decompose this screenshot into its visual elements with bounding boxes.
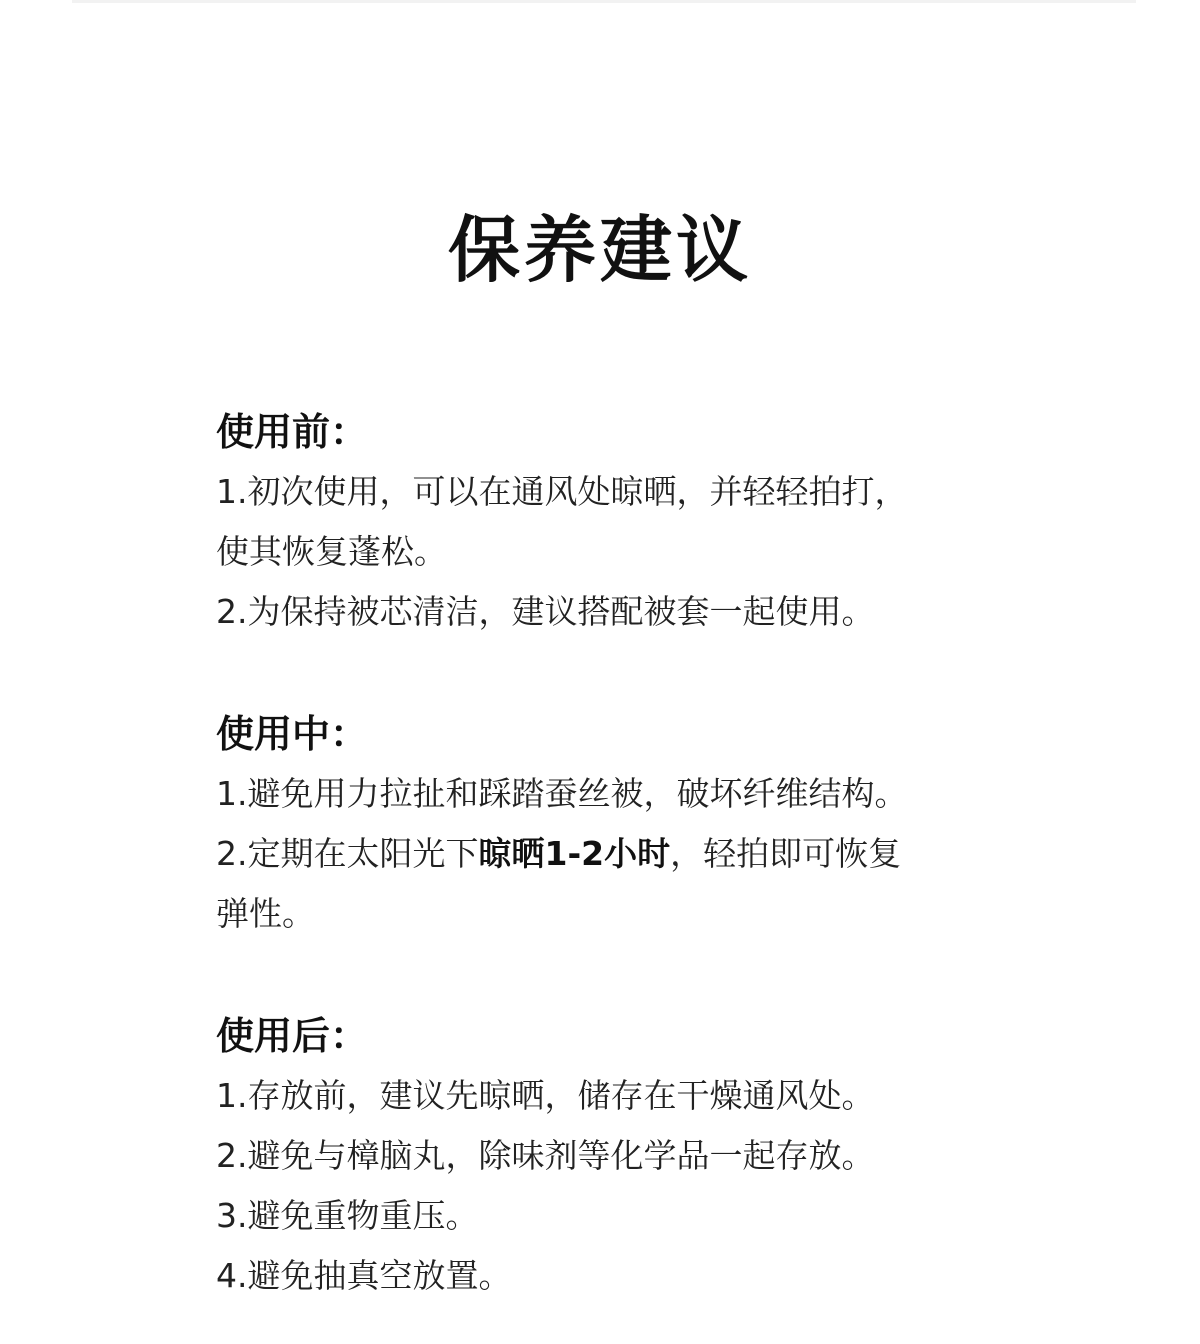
item-text-line: 使其恢复蓬松。: [216, 532, 447, 571]
top-divider: [72, 0, 1136, 3]
section-after-use: [216, 1006, 1016, 1306]
item-text-line: 弹性。: [216, 894, 315, 933]
section-heading: 使用后：: [216, 1014, 369, 1058]
item-text-line: 1.存放前，建议先晾晒，储存在干燥通风处。: [216, 1076, 875, 1115]
item-text-line: 2.避免与樟脑丸，除味剂等化学品一起存放。: [216, 1136, 875, 1175]
item-text-line: [216, 824, 1016, 884]
item-text-line: 1.避免用力拉扯和踩踏蚕丝被，破坏纤维结构。: [216, 774, 908, 813]
section-during-use: [216, 704, 1016, 944]
list-item: [216, 764, 1016, 824]
item-text-line: 1.初次使用，可以在通风处晾晒，并轻轻拍打，: [216, 472, 908, 511]
section-heading: 使用前：: [216, 410, 369, 454]
item-text-line: 4.避免抽真空放置。: [216, 1256, 512, 1295]
emphasis-text: 晾晒1-2小时: [478, 834, 671, 873]
list-item: [216, 1246, 1016, 1306]
item-text-suffix: ，轻拍即可恢复: [670, 834, 902, 873]
list-item: [216, 1126, 1016, 1186]
list-item: [216, 1066, 1016, 1126]
list-item: [216, 1186, 1016, 1246]
page-title: 保养建议: [447, 208, 752, 292]
section-heading: 使用中：: [216, 712, 369, 756]
section-before-use: [216, 402, 1016, 642]
item-text-prefix: 2.定期在太阳光下: [216, 834, 479, 873]
list-item: [216, 824, 1016, 944]
item-text-line: 3.避免重物重压。: [216, 1196, 479, 1235]
list-item: [216, 462, 1016, 582]
item-text-line: 2.为保持被芯清洁，建议搭配被套一起使用。: [216, 592, 875, 631]
list-item: [216, 582, 1016, 642]
